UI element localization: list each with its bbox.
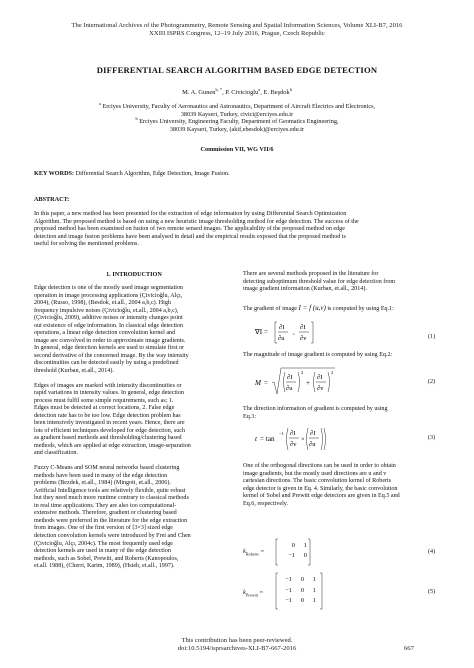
- roberts-k: k: [243, 548, 246, 555]
- text-line: et.all. 1988), (Cherri, Karim, 1989), (Hsieh, et.all., 1997).: [34, 563, 175, 570]
- text-line: methods, which are applied at edge extraction, image-separation: [34, 442, 191, 449]
- text-line: kernel of Sobel and Prewitt edge detectors are given in Eq.5 and: [243, 493, 400, 500]
- text-line: edge detector is given in Eq. 4. Similarly, the basic convolution: [243, 485, 398, 492]
- svg-text:=: =: [264, 379, 269, 387]
- text-line: lots of efficient techniques developed for edge detection, such: [34, 427, 185, 434]
- affiliation-a-text: Erciyes University, Faculty of Aeronautics and Astronautics, Department of Aircraft Electrics and Electronics,: [102, 103, 376, 110]
- left-para-2: [34, 383, 234, 458]
- matrix-cell: −1: [285, 576, 292, 583]
- svg-text:∂u: ∂u: [286, 385, 293, 392]
- text-line: from images. One of the first version of [3×3] sized edge: [34, 525, 173, 532]
- svg-text:M: M: [255, 379, 261, 387]
- paper-title: DIFFERENTIAL SEARCH ALGORITHM BASED EDGE DETECTION: [96, 65, 378, 75]
- equation-4-number: (4): [428, 549, 436, 555]
- text-line: methods have been used in many of the edge detection: [34, 472, 168, 479]
- prewitt-matrix: [279, 575, 319, 607]
- matrix-cell: 1: [312, 586, 316, 594]
- svg-text:∂I: ∂I: [300, 324, 306, 331]
- affiliation-b-text: Erciyes University, Engineering Faculty, Department of Geomatics Engineering,: [139, 118, 339, 126]
- svg-text:−1: −1: [279, 431, 284, 436]
- matrix-row: [279, 596, 319, 607]
- affiliation-a-sup: a: [98, 100, 101, 106]
- text-line: extensive methods. Therefore, gradient or clustering based: [34, 510, 177, 517]
- text-line: problems (Bezdek, et.all., 1984) (Mingoti, et.all., 2006).: [34, 480, 171, 487]
- matrix-cell: 0: [303, 552, 307, 559]
- prewitt-sub: Prewitt: [245, 592, 258, 598]
- keywords-label: KEY WORDS:: [34, 170, 75, 177]
- equation-3: [255, 424, 405, 454]
- equation-5-number: (5): [428, 589, 436, 595]
- text-line: image gradient information (Kurban, et.all., 2014).: [243, 286, 367, 293]
- gradient-intro-text: The gradient of image: [243, 306, 297, 312]
- svg-text:∇I =: ∇I =: [255, 328, 269, 336]
- svg-text:2: 2: [331, 370, 334, 375]
- text-line: Fuzzy C-Means and SOM neural networks based clustering: [34, 465, 180, 472]
- gradient-intro: [243, 305, 442, 314]
- text-line: There are several methods proposed in the literature for: [243, 271, 379, 277]
- footer: [0, 637, 474, 654]
- text-line: The direction information of gradient is computed by using: [243, 406, 388, 412]
- equation-3-number: (3): [428, 435, 436, 441]
- text-line: 2004), (Russo, 1998), (Besdok, et.all., 2004 a,b,c). High: [34, 300, 171, 307]
- footer-peer-review: This contribution has been peer-reviewed.: [181, 637, 293, 644]
- text-line: been intensively investigated in recent years. Hence, there are: [34, 420, 185, 427]
- text-line: methods, such as Sobel, Prewitt, and Roberts (Kanopoulos,: [34, 555, 179, 562]
- abstract-line: detection and image fusion problems have been analysed in detail and the empirical results exposed that the proposed method is: [34, 233, 346, 240]
- text-line: frequency impulsive noises (Çivicioğlu, et.all., 2004 a,b,c),: [34, 307, 179, 314]
- roberts-matrix: [281, 541, 307, 561]
- text-line: Eq.6, respectively.: [243, 500, 288, 507]
- text-line: out existence of edge information. In classical edge detection: [34, 322, 184, 329]
- svg-text:= tan: = tan: [260, 435, 275, 443]
- abstract-body: [34, 211, 442, 249]
- matrix-cell: −1: [285, 586, 292, 594]
- author-line: [0, 86, 474, 97]
- matrix-cell: 0: [300, 576, 304, 583]
- gradient-function: I = f (u,v): [298, 304, 326, 312]
- text-line: detection kernels are used in many of the edge detection: [34, 548, 171, 555]
- roberts-kernel-label: $k_{Roberts}$ =: [243, 548, 265, 557]
- text-line: Edges of images are marked with intensity discontinuities or: [34, 382, 182, 389]
- abstract-line: proposed method has been examined on fusion of two remote sensed images. The applicability of the proposed method on edge: [34, 226, 345, 233]
- abstract-line: useful for solving the mentioned problems.: [34, 241, 139, 248]
- left-para-3: [34, 465, 234, 571]
- text-line: rapid variations in intensity values. In general, edge detection: [34, 390, 184, 397]
- keywords: [34, 170, 442, 178]
- matrix-row: [281, 551, 307, 561]
- matrix-cell: 0: [291, 542, 295, 549]
- journal-header-line2: XXIII ISPRS Congress, 12–19 July 2016, Prague, Czech Republic: [149, 30, 325, 38]
- prewitt-k: k: [243, 589, 246, 596]
- equation-2: [255, 366, 405, 398]
- affiliation-b-sup: b: [135, 116, 138, 122]
- abstract-heading: ABSTRACT:: [34, 196, 70, 203]
- text-line: detection convolution kernels were introduced by Frei and Chen: [34, 532, 191, 539]
- text-line: operation in image processing applications (Çivicioğlu, Alçı,: [34, 292, 183, 299]
- text-line: One of the orthogonal directions can be used in order to obtain: [243, 463, 396, 469]
- svg-text:∂v: ∂v: [317, 385, 324, 392]
- prewitt-kernel-label: $k_{Prewitt}$ =: [243, 589, 264, 598]
- text-line: (Çivicioğlu, Alçı, 2004c). The most frequently used edge: [34, 540, 173, 547]
- author-1-sup: b, *: [215, 86, 223, 92]
- text-line: Eq.3:: [243, 413, 257, 420]
- direction-text: [243, 406, 442, 421]
- abstract-line: In this paper, a new method has been presented for the extraction of edge information by using Differential Search Optimization: [34, 211, 347, 217]
- author-3: , E. Beşdok: [260, 89, 290, 96]
- text-line: and classification.: [34, 450, 78, 457]
- journal-header: [0, 22, 474, 39]
- affiliation-b-line1: [0, 118, 474, 126]
- text-line: image are convolved in order to approximate image gradients.: [34, 337, 186, 344]
- text-line: methods were preferred in the literature for the edge extraction: [34, 517, 188, 524]
- svg-text:∂u: ∂u: [309, 441, 316, 448]
- svg-text:∂I: ∂I: [317, 374, 323, 381]
- author-3-sup: b: [289, 86, 292, 92]
- text-line: as gradient based methods and thresholding/clustering based: [34, 435, 182, 442]
- author-2-sup: a: [258, 86, 261, 92]
- section-heading-introduction: 1. INTRODUCTION: [106, 271, 162, 278]
- text-line: Edge detection is one of the mostly used image segmentation: [34, 285, 184, 291]
- page-number: 667: [404, 645, 414, 652]
- svg-text:∂I: ∂I: [279, 324, 285, 331]
- text-line: operations, a linear edge detection convolution kernel and: [34, 330, 176, 337]
- affiliation-a-line2: 38039 Kayseri, Turkey, civici@erciyes.edu.tr: [180, 110, 294, 118]
- matrix-cell: 1: [303, 542, 307, 549]
- svg-text:∂v: ∂v: [300, 335, 307, 342]
- matrix-cell: 0: [300, 597, 304, 604]
- text-line: discontinuities can be detected easily by using a predefined: [34, 360, 179, 367]
- matrix-row: [279, 575, 319, 586]
- left-column: [34, 285, 234, 571]
- affiliations: [0, 100, 474, 133]
- text-line: Artificial Intelligence tools are relatively flexible, quite robust: [34, 487, 186, 494]
- svg-text:∂u: ∂u: [278, 335, 285, 342]
- matrix-cell: 0: [300, 586, 304, 594]
- text-line: detecting suboptimum threshold value for edge detection from: [243, 278, 396, 285]
- commission: Commission VII, WG VII/6: [200, 146, 274, 153]
- matrix-cell: 1: [312, 576, 316, 583]
- text-line: threshold (Kurban, et.all., 2014).: [34, 368, 114, 375]
- equation-1: [255, 318, 405, 346]
- text-line: process must fulfil some simple requirements, such as; 1.: [34, 397, 174, 404]
- svg-text:t: t: [255, 435, 257, 443]
- text-line: detection rate has to be too low. Edge detection problem has: [34, 412, 181, 419]
- abstract-line: Algorithm. The proposed method is based on using a new heuristic image thresholding method for edge detection. The success of the: [34, 218, 359, 225]
- matrix-cell: −1: [288, 552, 295, 559]
- author-1: M. A. Gunen: [182, 89, 216, 96]
- author-2: , P. Civicioglu: [222, 89, 259, 96]
- magnitude-text: The magnitude of image gradient is computed by using Eq.2:: [243, 352, 393, 358]
- svg-text:∂I: ∂I: [290, 430, 296, 437]
- matrix-cell: 1: [312, 597, 316, 604]
- right-para-1: [243, 271, 442, 294]
- matrix-row: [281, 541, 307, 551]
- orthogonal-paragraph: [243, 463, 442, 508]
- text-line: (Çivicioğlu, 2009), additive noises or intensity changes point: [34, 315, 183, 322]
- gradient-intro-tail: is computed by using Eq.1:: [327, 306, 394, 312]
- equation-2-number: (2): [428, 379, 436, 385]
- text-line: in real time applications. They are also too computational-: [34, 502, 177, 509]
- svg-text:2: 2: [301, 370, 304, 375]
- text-line: In general, edge detection kernels are used to simulate first or: [34, 345, 185, 352]
- journal-header-line1: The International Archives of the Photogrammetry, Remote Sensing and Spatial Information Sciences, Volume XLI-B7, 2016: [71, 22, 403, 29]
- text-line: cartesian directions. The basic convolution kernel of Roberts: [243, 478, 392, 485]
- svg-text:,: ,: [293, 329, 295, 336]
- text-line: image gradients, but the mostly used directions are u and v: [243, 470, 387, 477]
- matrix-row: [279, 586, 319, 597]
- text-line: Edges must be detected at correct locations, 2. False edge: [34, 405, 175, 412]
- svg-text:∂v: ∂v: [290, 441, 297, 448]
- left-para-1: [34, 285, 234, 376]
- roberts-sub: Roberts: [245, 551, 259, 557]
- affiliation-b-line2: 38039 Kayseri, Turkey, (akif,ebesdok)@erciyes.edu.tr: [169, 125, 305, 133]
- footer-doi: doi:10.5194/isprsarchives-XLI-B7-667-2016: [177, 645, 297, 653]
- svg-text:×: ×: [301, 436, 305, 443]
- keywords-text: Differential Search Algorithm, Edge Detection, Image Fusion.: [74, 170, 230, 177]
- svg-text:+: +: [306, 379, 310, 387]
- text-line: second derivative of the concerned image. By the way intensity: [34, 352, 189, 359]
- affiliation-a-line1: [0, 100, 474, 111]
- svg-text:∂I: ∂I: [310, 430, 316, 437]
- equation-1-number: (1): [428, 334, 436, 340]
- matrix-cell: −1: [285, 597, 292, 604]
- text-line: but they need much more runtime contrary to classical methods: [34, 495, 189, 502]
- svg-text:∂I: ∂I: [287, 374, 293, 381]
